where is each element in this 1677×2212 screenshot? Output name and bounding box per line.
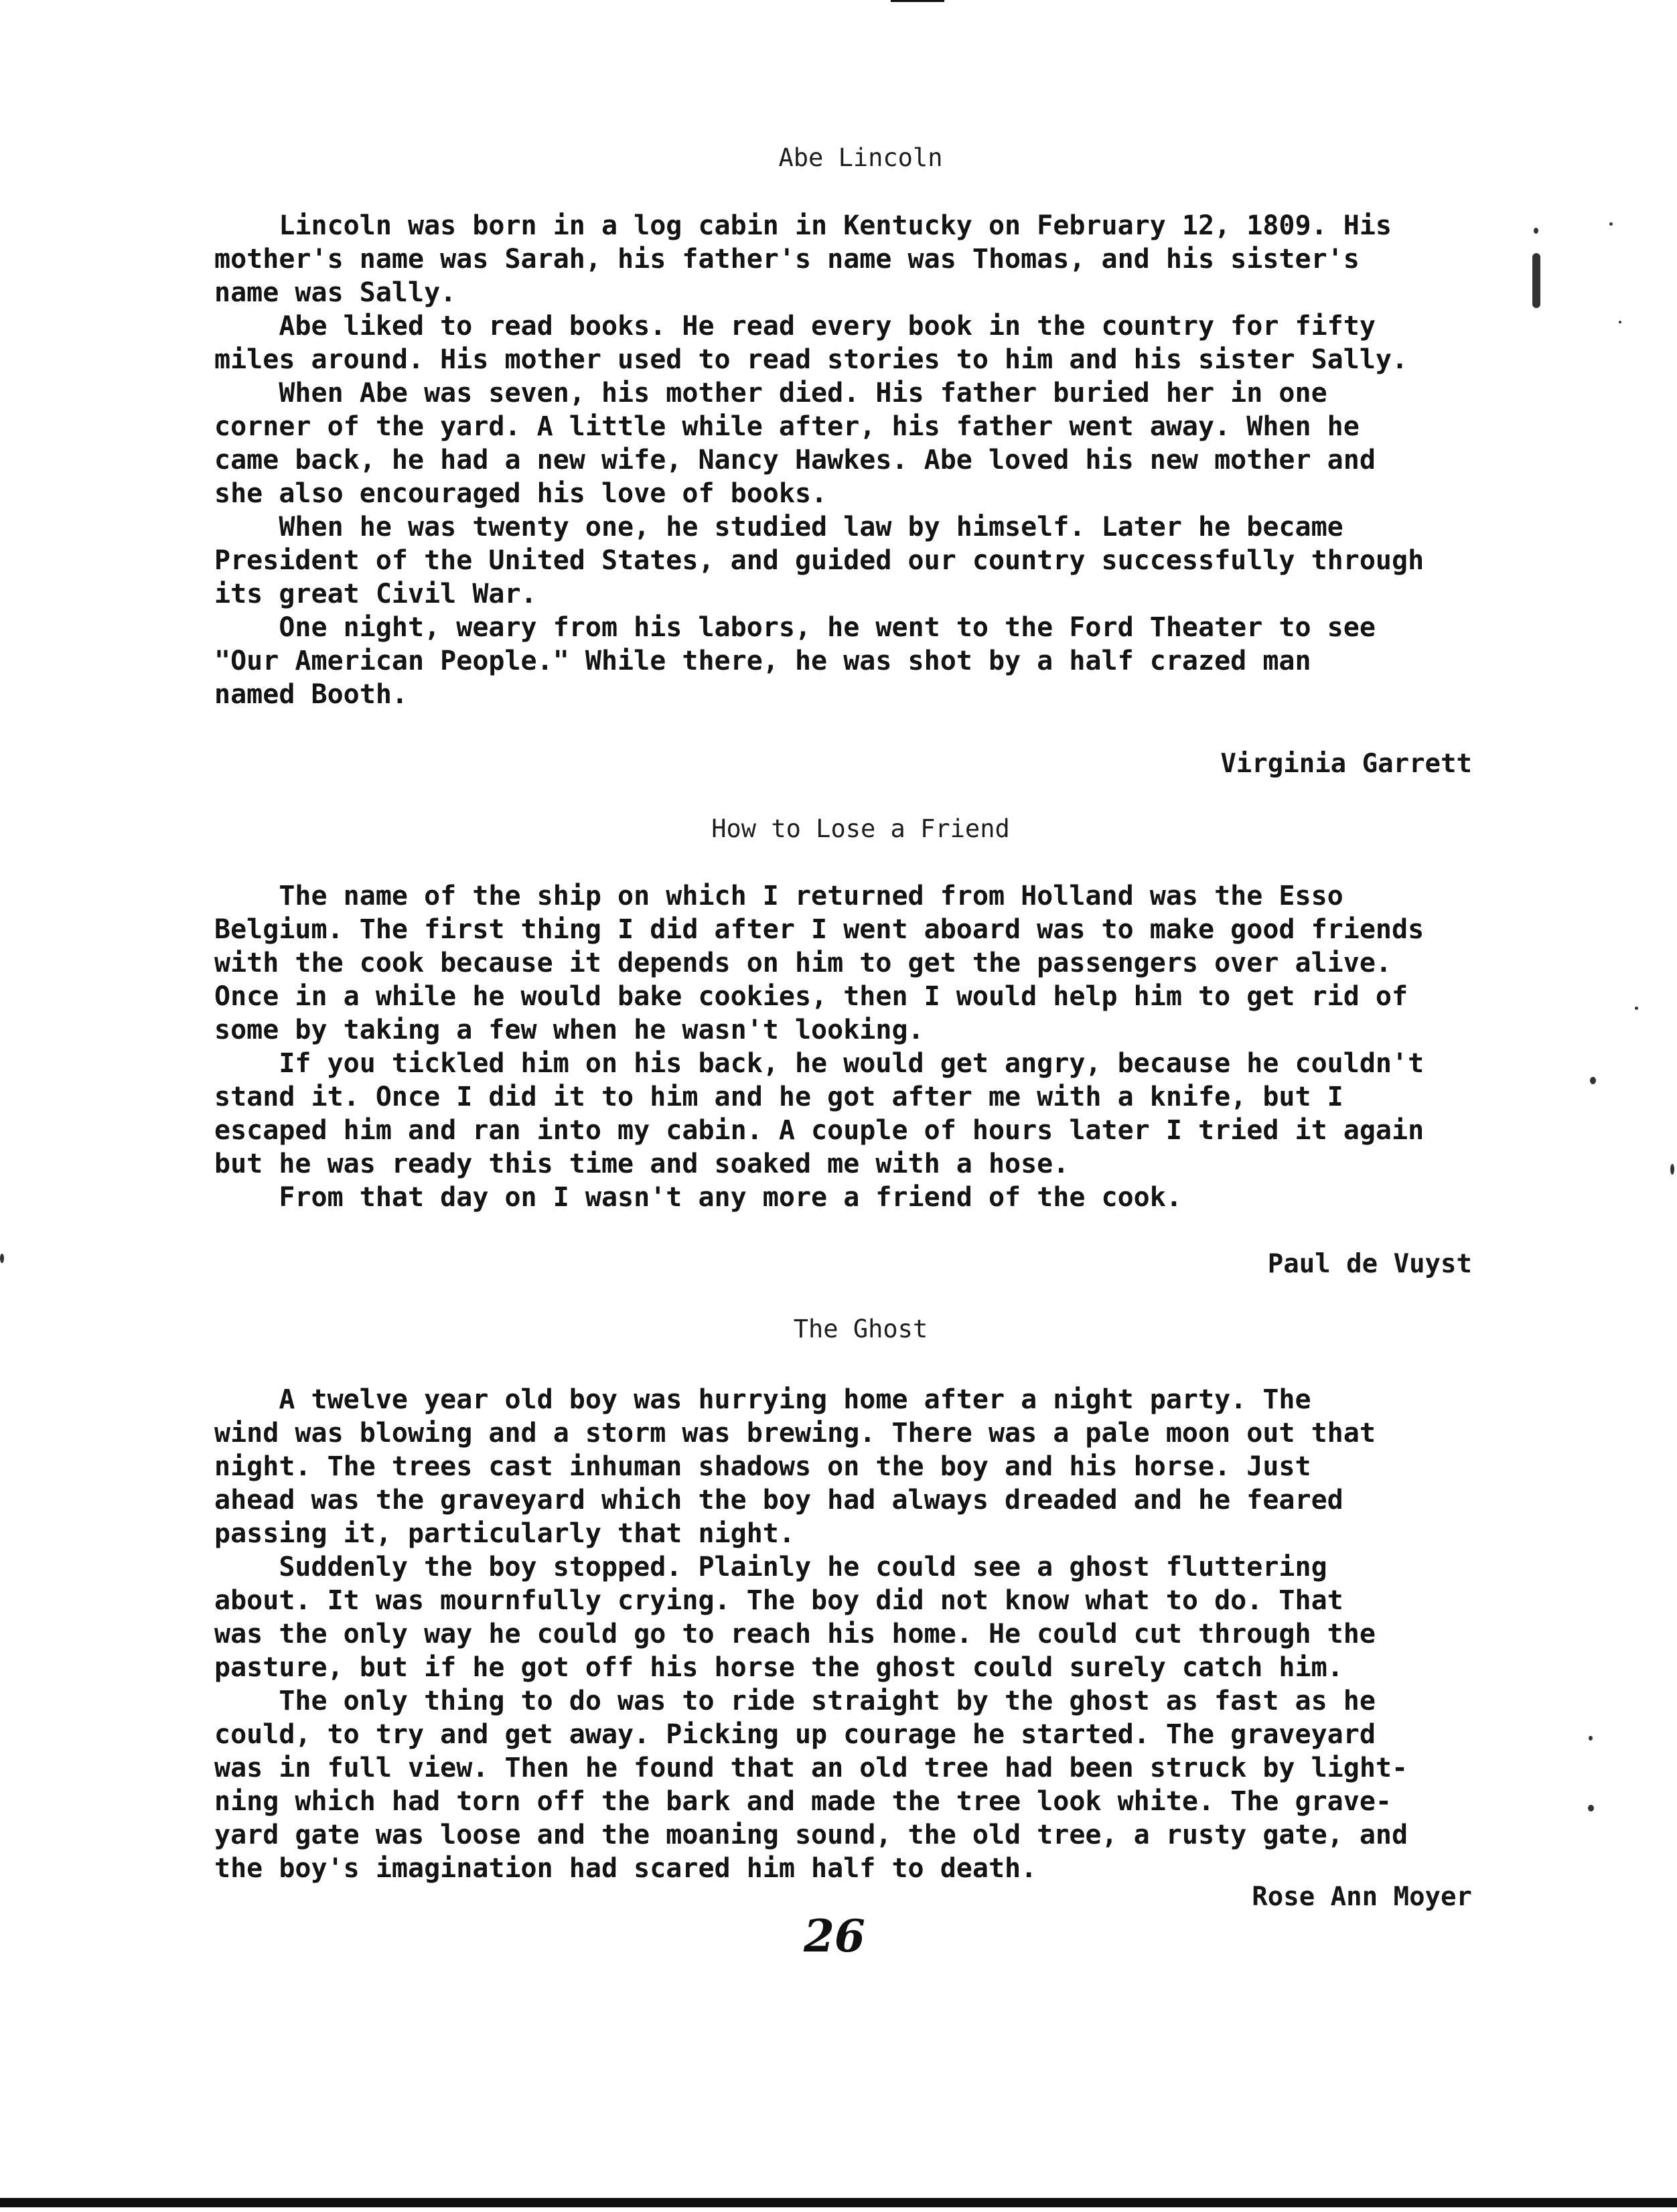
article-paragraph: The only thing to do was to ride straight by the ghost as fast as he could, to try and get away. Picking up courage he started. The graveyard was in full view. Then he found that an old tree had been struck by light- ning which had torn off the bark and made the tree look white. The grave- yard gate was loose and the moaning sound, the old tree, a rusty gate, and the boy's imagination had scared him half to death. (214, 1686, 1408, 1884)
scan-bottom-edge (0, 2198, 1677, 2207)
scan-speck (1589, 1736, 1593, 1741)
article-paragraph: Lincoln was born in a log cabin in Kentucky on February 12, 1809. His mother's name was Sarah, his father's name was Thomas, and his sister's name was Sally. (214, 210, 1392, 308)
scan-speck (1670, 1164, 1674, 1175)
article-author: Rose Ann Moyer (1252, 1882, 1472, 1912)
scan-speck (1635, 1007, 1638, 1010)
article-paragraph: Suddenly the boy stopped. Plainly he could see a ghost fluttering about. It was mournfully crying. The boy did not know what to do. That was the only way he could go to reach his home. He could cut through the pasture, but if he got off his horse the ghost could surely catch him. (214, 1552, 1376, 1683)
article-paragraph: One night, weary from his labors, he went to the Ford Theater to see "Our American People." While there, he was shot by a half crazed man named Booth. (214, 612, 1376, 710)
article-body (214, 1383, 1507, 1885)
scan-speck (1619, 321, 1621, 323)
scan-speck (1609, 222, 1613, 226)
article-paragraph: When he was twenty one, he studied law by himself. Later he became President of the United States, and guided our country successfully through its great Civil War. (214, 512, 1425, 609)
article-body (214, 879, 1507, 1214)
scan-top-edge (891, 0, 944, 2)
article-author: Virginia Garrett (1220, 749, 1472, 779)
article-paragraph: When Abe was seven, his mother died. His father buried her in one corner of the yard. A little while after, his father went away. When he came back, he had a new wife, Nancy Hawkes. Abe loved his new mother and she also encouraged his love of books. (214, 378, 1376, 509)
article-title: The Ghost (793, 1315, 928, 1343)
scan-mark (1532, 253, 1540, 308)
article-paragraph: The name of the ship on which I returned from Holland was the Esso Belgium. The first thing I did after I went aboard was to make good friends with the cook because it depends on him to get the passengers over alive. Once in a while he would bake cookies, then I would help him to get rid of some by taking a few when he wasn't looking. (214, 881, 1425, 1045)
scan-speck (1590, 1077, 1596, 1084)
scan-speck (1534, 228, 1538, 234)
article-author: Paul de Vuyst (1267, 1249, 1472, 1279)
article-paragraph: Abe liked to read books. He read every book in the country for fifty miles around. His mother used to read stories to him and his sister Sally. (214, 311, 1408, 375)
scan-speck (0, 1254, 4, 1263)
article-title: How to Lose a Friend (711, 814, 1010, 843)
scan-speck (1588, 1805, 1594, 1812)
article-paragraph: From that day on I wasn't any more a friend of the cook. (214, 1182, 1182, 1213)
article-body (214, 209, 1507, 711)
page-number: 26 (804, 1910, 865, 1962)
article-paragraph: A twelve year old boy was hurrying home after a night party. The wind was blowing and a storm was brewing. There was a pale moon out that night. The trees cast inhuman shadows on the boy and his horse. Just ahead was the graveyard which the boy had always dreaded and he feared passing it, particularly that night. (214, 1384, 1376, 1549)
article-title: Abe Lincoln (778, 143, 943, 172)
article-paragraph: If you tickled him on his back, he would get angry, because he couldn't stand it. Once I did it to him and he got after me with a knife, but I escaped him and ran into my cabin. A couple of hours later I tried it again but he was ready this time and soaked me with a hose. (214, 1048, 1425, 1179)
